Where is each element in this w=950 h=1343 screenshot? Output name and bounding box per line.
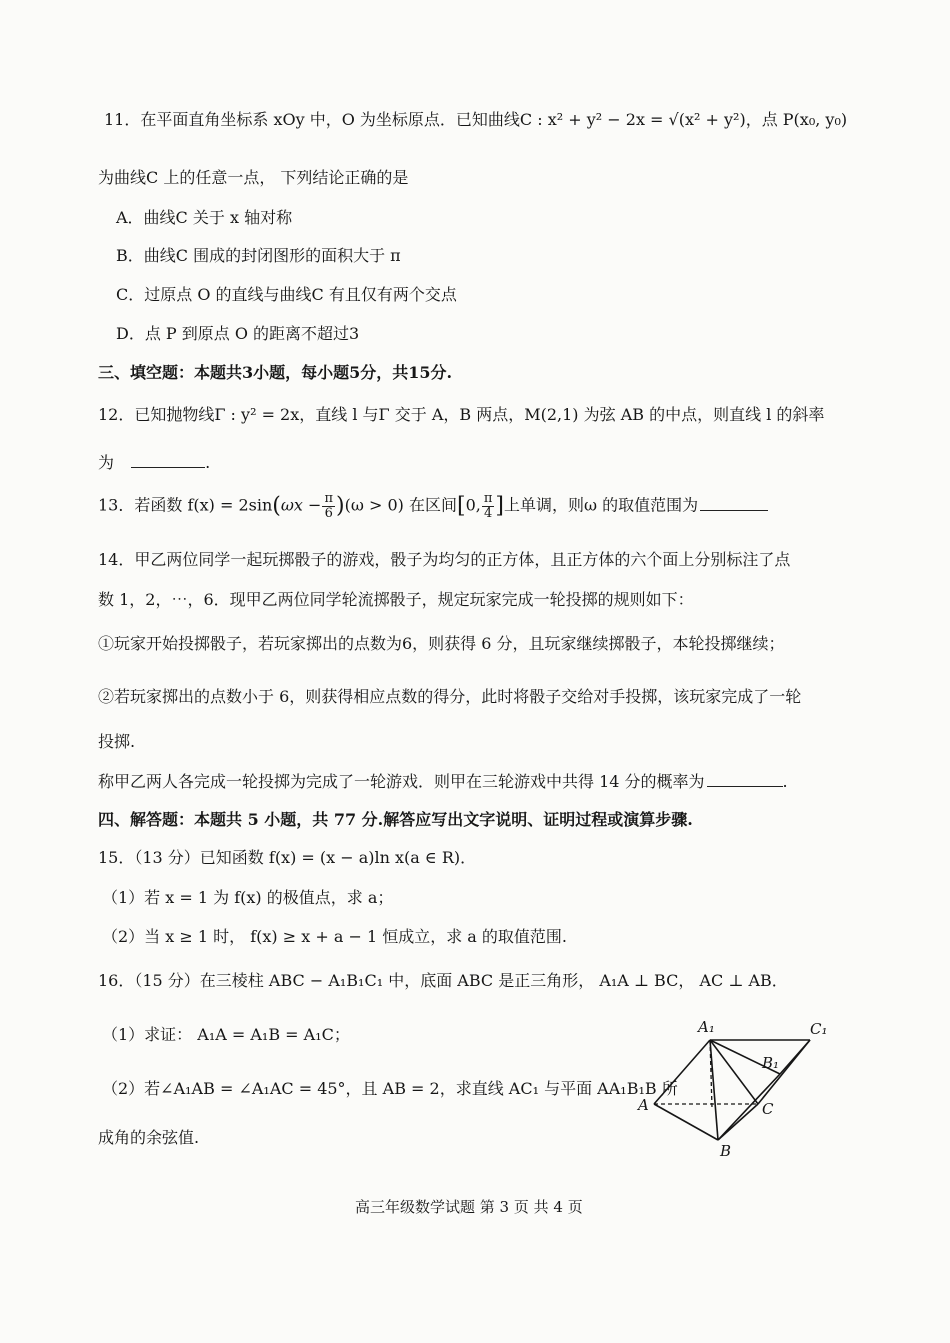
q13-pre: 13．若函数 f(x) = 2sin [98, 495, 273, 515]
q14-rule1: ①玩家开始投掷骰子，若玩家掷出的点数为6，则获得 6 分，且玩家继续掷骰子，本轮投掷继续； [98, 634, 785, 653]
triangular-prism-figure [634, 1012, 830, 1162]
q11-line1: 11．在平面直角坐标系 xOy 中，O 为坐标原点．已知曲线C : x² + y² − 2x = √(x² + y²)，点 P(x₀, y₀) [104, 110, 848, 129]
q13-paren-open: ( [272, 493, 281, 519]
q12-period: . [205, 453, 211, 472]
q11-option-a: A．曲线C 关于 x 轴对称 [116, 208, 293, 227]
section-fill-in-heading: 三、填空题：本题共3小题，每小题5分，共15分. [98, 363, 453, 382]
q12-line1: 12．已知抛物线Γ : y² = 2x，直线 l 与Γ 交于 A，B 两点，M(2,1) 为弦 AB 的中点，则直线 l 的斜率 [98, 405, 825, 424]
q12-answer-blank [131, 466, 205, 468]
q12-line2 [98, 453, 210, 472]
label-c: C [762, 1100, 774, 1118]
q13-frac2-den: 4 [483, 505, 493, 521]
q14-line1: 14．甲乙两位同学一起玩掷骰子的游戏，骰子为均匀的正方体，且正方体的六个面上分别标注了点 [98, 550, 791, 569]
label-a: A [638, 1096, 649, 1114]
q16-part2a: （2）若∠A₁AB = ∠A₁AC = 45°，且 AB = 2，求直线 AC₁ 与平面 AA₁B₁B 所 [102, 1079, 678, 1098]
q13-answer-blank [700, 509, 768, 511]
q13-frac2-num: π [483, 491, 493, 506]
q13-bracket-close: ] [495, 493, 504, 519]
q13-omega-x: ωx − [280, 495, 322, 515]
q16-part1: （1）求证： A₁A = A₁B = A₁C； [102, 1025, 350, 1044]
edge-a-b [654, 1104, 718, 1140]
q14-line2: 数 1，2，⋯，6．现甲乙两位同学轮流掷骰子，规定玩家完成一轮投掷的规则如下： [98, 590, 694, 609]
q13-frac1-num: π [324, 491, 333, 506]
edge-c-c1 [758, 1040, 810, 1104]
q14-period: . [782, 772, 788, 791]
q11-option-d: D．点 P 到原点 O 的距离不超过3 [116, 324, 360, 343]
q13-frac-pi-6 [322, 492, 335, 520]
q13-frac-pi-4 [482, 492, 495, 520]
q15-stem: 15．（13 分）已知函数 f(x) = (x − a)ln x(a ∈ R)． [98, 848, 477, 867]
q14-last-line [98, 772, 788, 791]
q14-answer-blank [707, 785, 783, 787]
q13-frac1-den: 6 [324, 505, 333, 521]
label-b1: B₁ [762, 1054, 780, 1072]
edge-b-c [718, 1104, 758, 1140]
label-a1: A₁ [698, 1018, 715, 1036]
edge-a1-c [710, 1040, 758, 1104]
q11-line2: 为曲线C 上的任意一点， 下列结论正确的是 [98, 168, 409, 187]
q13-zero: 0, [465, 495, 481, 515]
q11-option-c: C．过原点 O 的直线与曲线C 有且仅有两个交点 [116, 285, 457, 304]
q13-paren-close: ) [335, 493, 345, 519]
edge-a1-a [654, 1040, 710, 1104]
section-solution-heading: 四、解答题：本题共 5 小题，共 77 分.解答应写出文字说明、证明过程或演算步骤. [98, 810, 693, 829]
page-footer: 高三年级数学试题 第 3 页 共 4 页 [355, 1198, 583, 1216]
q15-part2: （2）当 x ≥ 1 时， f(x) ≥ x + a − 1 恒成立，求 a 的取值范围. [102, 927, 568, 946]
q12-line2-text: 为 [98, 453, 115, 472]
q11-option-b: B．曲线C 围成的封闭图形的面积大于 π [116, 246, 401, 265]
q14-last-text: 称甲乙两人各完成一轮投掷为完成了一轮游戏．则甲在三轮游戏中共得 14 分的概率为 [98, 772, 705, 791]
prism-solid-edges [654, 1040, 810, 1140]
q14-rule2a: ②若玩家掷出的点数小于 6，则获得相应点数的得分，此时将骰子交给对手投掷，该玩家完成了一轮 [98, 687, 802, 706]
label-b: B [720, 1142, 732, 1160]
q13-post: 上单调，则ω 的取值范围为 [503, 495, 699, 515]
label-c1: C₁ [810, 1020, 828, 1038]
q16-part2b: 成角的余弦值. [98, 1128, 200, 1147]
q13-bracket-open: [ [456, 493, 466, 519]
prism-hidden-edges [654, 1040, 758, 1108]
q15-part1: （1）若 x = 1 为 f(x) 的极值点，求 a； [102, 888, 394, 907]
q14-rule2b: 投掷. [98, 732, 136, 751]
q13-line [98, 492, 768, 520]
q13-mid: (ω > 0) 在区间 [344, 495, 457, 515]
q16-stem: 16．（15 分）在三棱柱 ABC − A₁B₁C₁ 中，底面 ABC 是正三角形， A₁A ⊥ BC， AC ⊥ AB． [98, 971, 788, 990]
